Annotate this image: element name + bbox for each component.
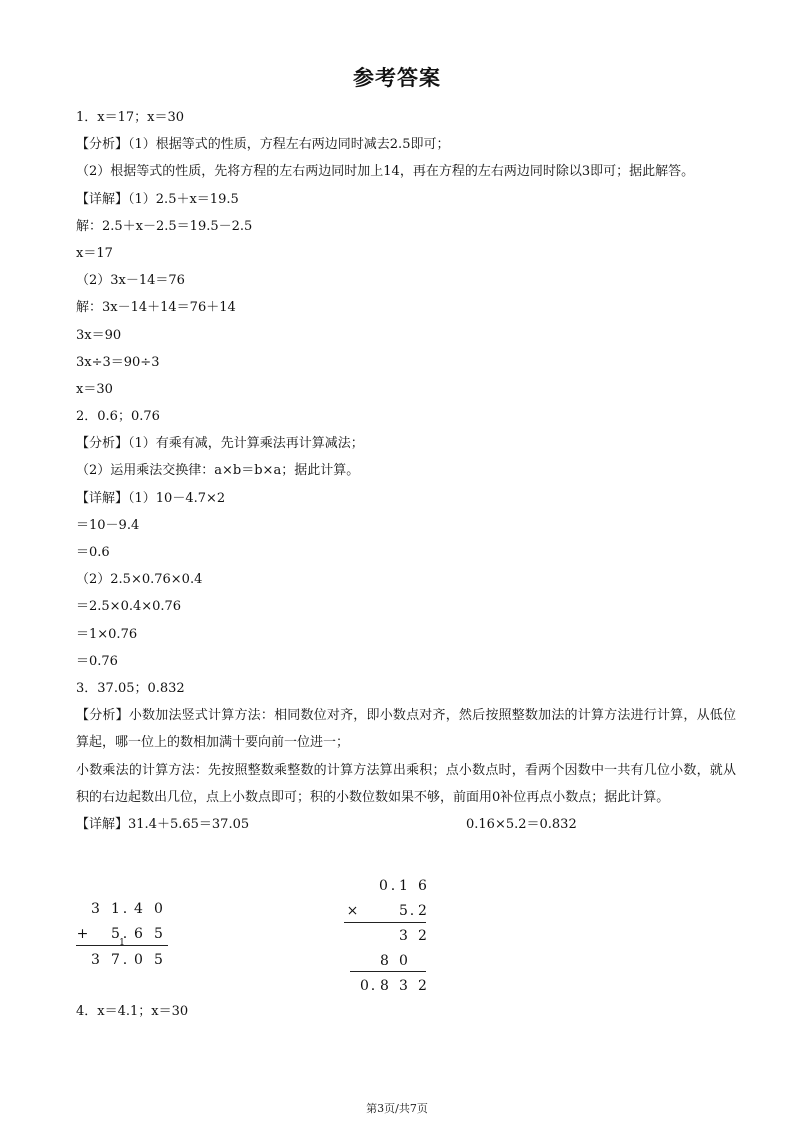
- q1-detail-4: （2）3x－14＝76: [76, 273, 185, 289]
- digit: 6: [134, 925, 143, 942]
- digit: 6: [418, 878, 427, 894]
- q3-answer: 3．37.05；0.832: [76, 680, 185, 696]
- q2-detail-7: ＝0.76: [76, 653, 118, 669]
- answer-content: [76, 104, 736, 838]
- q3-analysis-1-text: 小数加法竖式计算方法：相同数位对齐，即小数点对齐，然后按照整数加法的计算方法进行计算，从低位算起，哪一位上的数相加满十要向前一位进一；: [76, 708, 736, 751]
- q4-answer: 4．x＝4.1；x＝30: [76, 1004, 189, 1019]
- decimal-point: .: [122, 925, 128, 942]
- digit: 8: [380, 978, 389, 994]
- q3-detail-left: 31.4＋5.65＝37.05: [128, 816, 250, 832]
- q2-detail-6: ＝1×0.76: [76, 626, 138, 642]
- vertical-addition: [76, 897, 176, 977]
- q2-analysis-1: [76, 430, 736, 457]
- digit: 4: [134, 901, 143, 917]
- digit: 3: [91, 901, 100, 917]
- decimal-point: .: [370, 978, 376, 994]
- digit: 5: [154, 925, 163, 942]
- q1-analysis-1: [76, 131, 736, 158]
- plus-operator: +: [76, 925, 89, 942]
- digit: 5: [399, 902, 408, 919]
- addition-divider: [76, 945, 168, 946]
- q3-detail-row: [76, 811, 736, 838]
- decimal-point: .: [122, 952, 128, 968]
- analysis-tag: 【分析】: [76, 708, 129, 724]
- addition-row-1: [76, 897, 176, 922]
- digit: 5: [154, 952, 163, 968]
- q1-answer: 1．x＝17；x＝30: [76, 110, 185, 125]
- carry-digit: 1: [119, 937, 125, 948]
- multiplication-row-1: [344, 874, 434, 899]
- decimal-point: .: [122, 901, 128, 917]
- q2-detail-5: ＝2.5×0.4×0.76: [76, 599, 182, 615]
- digit: 0: [360, 978, 369, 994]
- addition-row-2: [76, 922, 176, 947]
- times-operator: ×: [346, 902, 359, 919]
- q3-analysis-1: [76, 702, 736, 756]
- page-footer: 第3页/共7页: [366, 1102, 428, 1115]
- q1-detail-1-text: （1）2.5＋x＝19.5: [128, 191, 239, 207]
- q2-detail-4: （2）2.5×0.76×0.4: [76, 572, 203, 588]
- q1-detail-5: 解：3x－14＋14＝76＋14: [76, 300, 236, 316]
- digit: 0: [379, 878, 388, 894]
- multiplication-divider-2: [350, 971, 426, 972]
- q1-detail-8: x＝30: [76, 381, 113, 397]
- decimal-point: .: [409, 902, 415, 919]
- digit: 5: [111, 925, 120, 942]
- q1-detail-6: 3x＝90: [76, 327, 122, 343]
- digit: 0: [399, 952, 408, 969]
- analysis-tag: 【分析】: [76, 436, 129, 452]
- digit: 2: [418, 978, 427, 994]
- q2-detail-3: ＝0.6: [76, 545, 110, 560]
- partial-product-1: [344, 924, 434, 949]
- q1-detail-1: [76, 186, 736, 213]
- detail-tag: 【详解】: [76, 191, 129, 207]
- digit: 3: [399, 978, 408, 994]
- q1-analysis-1-text: （1）根据等式的性质，方程左右两边同时减去2.5即可；: [128, 137, 450, 153]
- q3-detail-right: 0.16×5.2＝0.832: [466, 816, 577, 832]
- q2-detail-2: ＝10－9.4: [76, 517, 140, 533]
- digit: 3: [399, 928, 408, 944]
- multiplication-divider-1: [344, 922, 426, 923]
- digit: 8: [380, 952, 389, 969]
- digit: 2: [418, 902, 427, 919]
- detail-tag: 【详解】: [76, 816, 129, 832]
- digit: 1: [111, 901, 120, 917]
- page-title: 参考答案: [353, 66, 441, 90]
- detail-tag: 【详解】: [76, 490, 129, 506]
- q2-answer: 2．0.6；0.76: [76, 409, 160, 425]
- digit: 7: [111, 952, 120, 968]
- q1-detail-7: 3x÷3＝90÷3: [76, 354, 160, 370]
- partial-product-2: [344, 949, 434, 974]
- q1-detail-3: x＝17: [76, 245, 113, 261]
- digit: 3: [91, 952, 100, 968]
- q2-detail-1-text: （1）10－4.7×2: [128, 490, 226, 506]
- analysis-tag: 【分析】: [76, 137, 129, 153]
- q1-analysis-2: （2）根据等式的性质，先将方程的左右两边同时加上14，再在方程的左右两边同时除以3即可；据此解答。: [76, 164, 695, 180]
- q2-analysis-1-text: （1）有乘有减，先计算乘法再计算减法；: [128, 436, 364, 452]
- digit: 2: [418, 928, 427, 944]
- digit: 0: [134, 952, 143, 968]
- decimal-point: .: [390, 878, 396, 894]
- addition-result: [76, 948, 176, 973]
- digit: 1: [399, 878, 408, 894]
- multiplication-row-2: [344, 899, 434, 924]
- digit: 0: [154, 901, 163, 917]
- q3-analysis-2: 小数乘法的计算方法：先按照整数乘整数的计算方法算出乘积；点小数点时，看两个因数中一共有几位小数，就从积的右边起数出几位，点上小数点即可；积的小数位数如果不够，前面用0补位再点小数点；据此计算。: [76, 762, 736, 805]
- multiplication-result: [344, 974, 434, 999]
- q2-detail-1: [76, 485, 736, 512]
- vertical-multiplication: [344, 874, 434, 999]
- q1-detail-2: 解：2.5＋x－2.5＝19.5－2.5: [76, 218, 253, 234]
- q2-analysis-2: （2）运用乘法交换律：a×b＝b×a；据此计算。: [76, 463, 360, 479]
